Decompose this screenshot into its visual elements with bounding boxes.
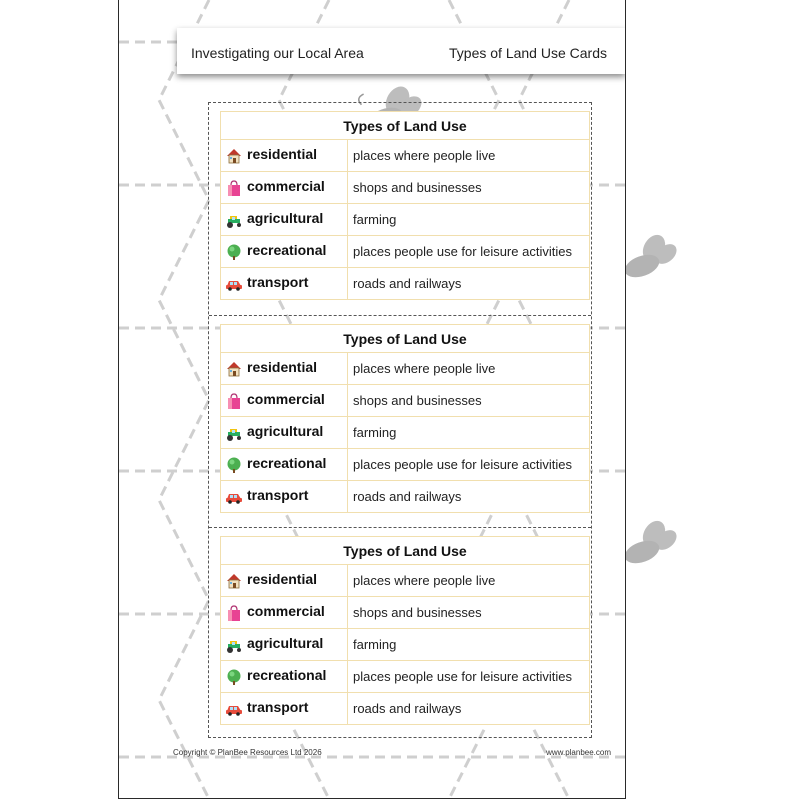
term-label: agricultural — [247, 635, 324, 652]
term-label: commercial — [247, 391, 325, 408]
land-use-term — [221, 565, 348, 597]
term-label: residential — [247, 146, 318, 163]
shopping-bag-icon — [225, 179, 243, 197]
table-row — [221, 204, 590, 236]
land-use-description: places where people live — [348, 140, 590, 172]
page-header — [177, 28, 625, 74]
term-label: agricultural — [247, 423, 324, 440]
copyright-text: Copyright © PlanBee Resources Ltd 2026 — [173, 748, 322, 757]
table-row — [221, 481, 590, 513]
table-row — [221, 385, 590, 417]
land-use-term — [221, 172, 348, 204]
tree-icon — [225, 243, 243, 261]
table-row — [221, 661, 590, 693]
house-icon — [225, 572, 243, 590]
land-use-description: roads and railways — [348, 693, 590, 725]
table-row — [221, 565, 590, 597]
land-use-term — [221, 661, 348, 693]
house-icon — [225, 360, 243, 378]
house-icon — [225, 147, 243, 165]
table-row — [221, 417, 590, 449]
table-row — [221, 629, 590, 661]
term-label: transport — [247, 274, 309, 291]
table-row — [221, 268, 590, 300]
page-title: Investigating our Local Area — [191, 45, 364, 61]
land-use-term — [221, 417, 348, 449]
table-row — [221, 236, 590, 268]
card-title: Types of Land Use — [221, 112, 590, 140]
land-use-card — [209, 527, 591, 740]
shopping-bag-icon — [225, 392, 243, 410]
table-row — [221, 449, 590, 481]
land-use-description: places people use for leisure activities — [348, 449, 590, 481]
land-use-table — [220, 536, 590, 725]
term-label: residential — [247, 571, 318, 588]
land-use-card — [209, 315, 591, 528]
shopping-bag-icon — [225, 604, 243, 622]
land-use-description: shops and businesses — [348, 597, 590, 629]
term-label: commercial — [247, 178, 325, 195]
land-use-term — [221, 353, 348, 385]
table-row — [221, 140, 590, 172]
land-use-description: farming — [348, 204, 590, 236]
land-use-description: places people use for leisure activities — [348, 236, 590, 268]
term-label: transport — [247, 699, 309, 716]
land-use-description: places where people live — [348, 565, 590, 597]
table-row — [221, 597, 590, 629]
worksheet-page — [118, 0, 626, 799]
tractor-icon — [225, 424, 243, 442]
term-label: recreational — [247, 242, 327, 259]
land-use-term — [221, 204, 348, 236]
land-use-term — [221, 385, 348, 417]
land-use-term — [221, 481, 348, 513]
table-row — [221, 693, 590, 725]
land-use-term — [221, 268, 348, 300]
car-icon — [225, 275, 243, 293]
land-use-description: shops and businesses — [348, 172, 590, 204]
tractor-icon — [225, 211, 243, 229]
tractor-icon — [225, 636, 243, 654]
term-label: recreational — [247, 455, 327, 472]
term-label: transport — [247, 487, 309, 504]
cards-cutout-area — [208, 102, 592, 738]
car-icon — [225, 488, 243, 506]
land-use-description: roads and railways — [348, 481, 590, 513]
land-use-description: shops and businesses — [348, 385, 590, 417]
car-icon — [225, 700, 243, 718]
table-row — [221, 353, 590, 385]
table-row — [221, 172, 590, 204]
term-label: commercial — [247, 603, 325, 620]
card-title: Types of Land Use — [221, 325, 590, 353]
land-use-term — [221, 449, 348, 481]
land-use-table — [220, 111, 590, 300]
land-use-description: places where people live — [348, 353, 590, 385]
land-use-term — [221, 236, 348, 268]
land-use-description: roads and railways — [348, 268, 590, 300]
land-use-description: farming — [348, 417, 590, 449]
website-link[interactable]: www.planbee.com — [546, 748, 611, 757]
card-title: Types of Land Use — [221, 537, 590, 565]
land-use-description: farming — [348, 629, 590, 661]
land-use-term — [221, 629, 348, 661]
term-label: agricultural — [247, 210, 324, 227]
land-use-term — [221, 693, 348, 725]
land-use-card — [209, 103, 591, 315]
land-use-term — [221, 140, 348, 172]
land-use-term — [221, 597, 348, 629]
term-label: residential — [247, 359, 318, 376]
term-label: recreational — [247, 667, 327, 684]
page-subtitle: Types of Land Use Cards — [449, 45, 607, 61]
land-use-description: places people use for leisure activities — [348, 661, 590, 693]
land-use-table — [220, 324, 590, 513]
tree-icon — [225, 668, 243, 686]
tree-icon — [225, 456, 243, 474]
